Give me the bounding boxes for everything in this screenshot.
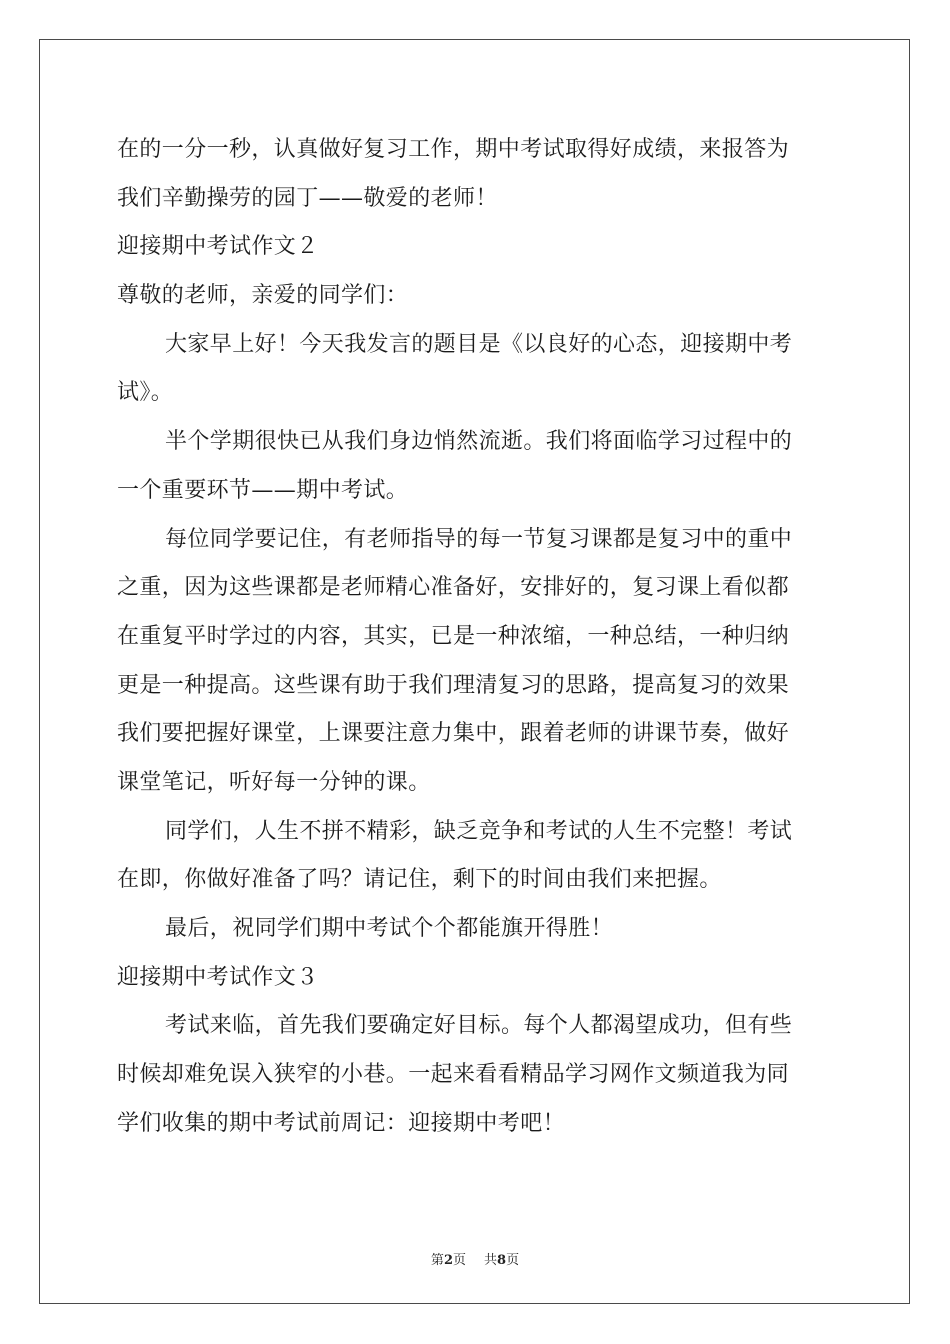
text-line: 之重，因为这些课都是老师精心准备好，安排好的，复习课上看似都 <box>117 575 790 601</box>
text-line: 每位同学要记住，有老师指导的每一节复习课都是复习中的重中 <box>165 526 793 552</box>
document-body <box>117 126 833 1148</box>
text-line: 我们要把握好课堂，上课要注意力集中，跟着老师的讲课节奏，做好 <box>117 721 790 747</box>
text-line: 时候却难免误入狭窄的小巷。一起来看看精品学习网作文频道我为同 <box>117 1062 790 1088</box>
page-suffix: 页 <box>452 1253 466 1268</box>
page-footer <box>0 1249 950 1268</box>
text-line: 在的一分一秒，认真做好复习工作，期中考试取得好成绩，来报答为 <box>117 137 790 162</box>
page-number: 2 <box>443 1253 453 1268</box>
text-line: 我们辛勤操劳的园丁——敬爱的老师！ <box>117 185 498 211</box>
text-line: 同学们，人生不拼不精彩，缺乏竞争和考试的人生不完整！考试 <box>165 818 793 844</box>
text-line: 考试来临，首先我们要确定好目标。每个人都渴望成功，但有些 <box>165 1013 793 1039</box>
text-line: 学们收集的期中考试前周记：迎接期中考吧！ <box>117 1110 566 1136</box>
total-prefix: 共 <box>484 1253 498 1268</box>
text-line: 在重复平时学过的内容，其实，已是一种浓缩，一种总结，一种归纳 <box>117 623 790 649</box>
total-pages: 8 <box>497 1253 507 1268</box>
text-line: 大家早上好！今天我发言的题目是《以良好的心态，迎接期中考 <box>165 331 793 357</box>
text-line: 一个重要环节——期中考试。 <box>117 477 409 503</box>
total-suffix: 页 <box>506 1253 520 1268</box>
page-prefix: 第 <box>430 1253 444 1268</box>
text-line: 在即，你做好准备了吗？请记住，剩下的时间由我们来把握。 <box>117 867 722 893</box>
section-heading: 迎接期中考试作文２ <box>117 234 319 260</box>
salutation: 尊敬的老师，亲爱的同学们： <box>117 283 409 309</box>
text-line: 试》。 <box>117 380 174 406</box>
text-line: 最后，祝同学们期中考试个个都能旗开得胜！ <box>165 916 614 941</box>
text-line: 更是一种提高。这些课有助于我们理清复习的思路，提高复习的效果 <box>117 672 790 698</box>
text-line: 半个学期很快已从我们身边悄然流逝。我们将面临学习过程中的 <box>165 429 793 455</box>
text-line: 课堂笔记，听好每一分钟的课。 <box>117 769 431 795</box>
section-heading: 迎接期中考试作文３ <box>117 964 319 990</box>
